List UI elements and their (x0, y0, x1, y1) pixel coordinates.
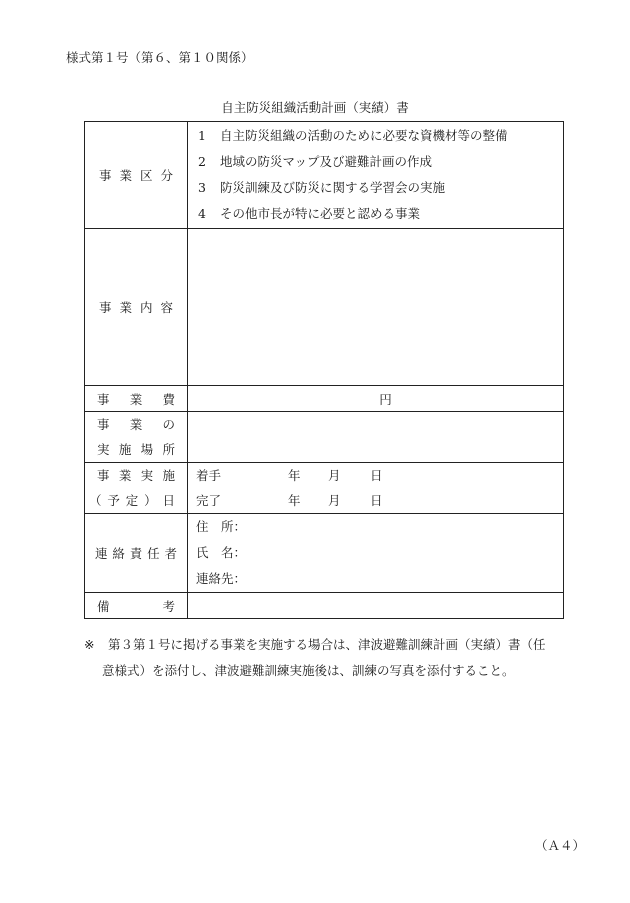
label-char: 定 (125, 493, 139, 508)
cost-unit: 円 (379, 391, 392, 407)
label-char: 実 (140, 468, 154, 483)
label-char: 事 (97, 468, 110, 483)
category-options (188, 122, 564, 229)
location-input-area[interactable] (188, 412, 564, 463)
row-content (85, 229, 564, 386)
row-category (85, 122, 564, 229)
form-title: 自主防災組織活動計画（実績）書 (221, 100, 409, 115)
label-char: 業 (118, 468, 132, 483)
schedule-dates (188, 463, 564, 514)
label-location (85, 412, 188, 463)
label-char: 予 (107, 493, 120, 508)
label-content (85, 229, 188, 386)
row-location (85, 412, 564, 463)
label-char: （ (89, 493, 102, 508)
label-char: 場 (140, 442, 154, 457)
label-char: 容 (160, 300, 173, 315)
label-char: 日 (162, 493, 175, 508)
label-char: 区 (139, 168, 153, 183)
page-size-note: （Ａ４） (535, 838, 586, 853)
category-item[interactable] (188, 123, 563, 149)
day-label: 日 (370, 468, 383, 483)
label-char: 内 (139, 300, 153, 315)
label-char: 実 (97, 442, 110, 457)
label-char: 者 (164, 546, 177, 561)
label-char: 事 (99, 300, 112, 315)
label-char: 業 (129, 391, 143, 407)
label-char: ） (144, 493, 157, 508)
category-item-text: 地域の防災マップ及び避難計画の作成 (220, 154, 433, 169)
plan-form-table (84, 121, 564, 619)
footnote (84, 632, 584, 684)
category-item-number: 3 (198, 180, 206, 195)
label-char: 施 (118, 442, 132, 457)
address-label: 住 所： (196, 519, 247, 534)
name-label: 氏 名： (196, 545, 247, 560)
start-label: 着手 (196, 468, 222, 483)
footnote-line-2: 意様式）を添付し、津波避難訓練実施後は、訓練の写真を添付すること。 (102, 663, 515, 678)
label-remarks (85, 593, 188, 619)
year-label: 年 (288, 468, 301, 483)
label-cost (85, 386, 188, 412)
row-remarks (85, 593, 564, 619)
row-contact (85, 514, 564, 593)
footnote-line-1: 第３第１号に掲げる事業を実施する場合は、津波避難訓練計画（実績）書（任 (108, 637, 546, 652)
label-char: 施 (162, 468, 175, 483)
address-field[interactable] (188, 514, 563, 540)
category-item-text: その他市長が特に必要と認める事業 (220, 206, 421, 221)
label-char: 備 (97, 598, 110, 614)
contact-fields (188, 514, 564, 593)
remarks-input-area[interactable] (188, 593, 564, 619)
day-label: 日 (370, 493, 383, 508)
label-char: 任 (147, 546, 160, 561)
label-char: 絡 (112, 546, 125, 561)
label-char: 考 (162, 598, 175, 614)
category-item-number: 1 (198, 128, 206, 143)
phone-field[interactable] (188, 566, 563, 592)
label-char: 事 (97, 391, 110, 407)
label-char: 事 (99, 168, 112, 183)
row-schedule (85, 463, 564, 514)
label-char: 連 (95, 546, 108, 561)
month-label: 月 (328, 493, 341, 508)
phone-label: 連絡先： (196, 571, 247, 586)
footnote-mark: ※ (84, 637, 95, 652)
end-date-line[interactable] (188, 488, 563, 513)
category-item[interactable] (188, 201, 563, 227)
category-item[interactable] (188, 149, 563, 175)
category-item[interactable] (188, 175, 563, 201)
cost-input-area[interactable] (188, 386, 564, 412)
form-number: 様式第１号（第６、第１０関係） (66, 50, 254, 65)
label-char: 事 (97, 417, 110, 432)
category-item-text: 自主防災組織の活動のために必要な資機材等の整備 (220, 128, 508, 143)
content-input-area[interactable] (188, 229, 564, 386)
label-category (85, 122, 188, 229)
year-label: 年 (288, 493, 301, 508)
start-date-line[interactable] (188, 463, 563, 488)
row-cost (85, 386, 564, 412)
label-char: 業 (119, 168, 132, 183)
label-contact (85, 514, 188, 593)
label-char: 所 (162, 442, 175, 457)
month-label: 月 (328, 468, 341, 483)
category-item-number: 2 (198, 154, 206, 169)
end-label: 完了 (196, 493, 222, 508)
name-field[interactable] (188, 540, 563, 566)
label-char: 業 (119, 300, 132, 315)
category-item-text: 防災訓練及び防災に関する学習会の実施 (220, 180, 446, 195)
label-char: 費 (162, 391, 175, 407)
label-char: 分 (160, 168, 173, 183)
label-char: 業 (129, 417, 143, 432)
label-char: の (162, 417, 175, 432)
label-schedule (85, 463, 188, 514)
label-char: 責 (129, 546, 143, 561)
category-item-number: 4 (198, 206, 206, 221)
